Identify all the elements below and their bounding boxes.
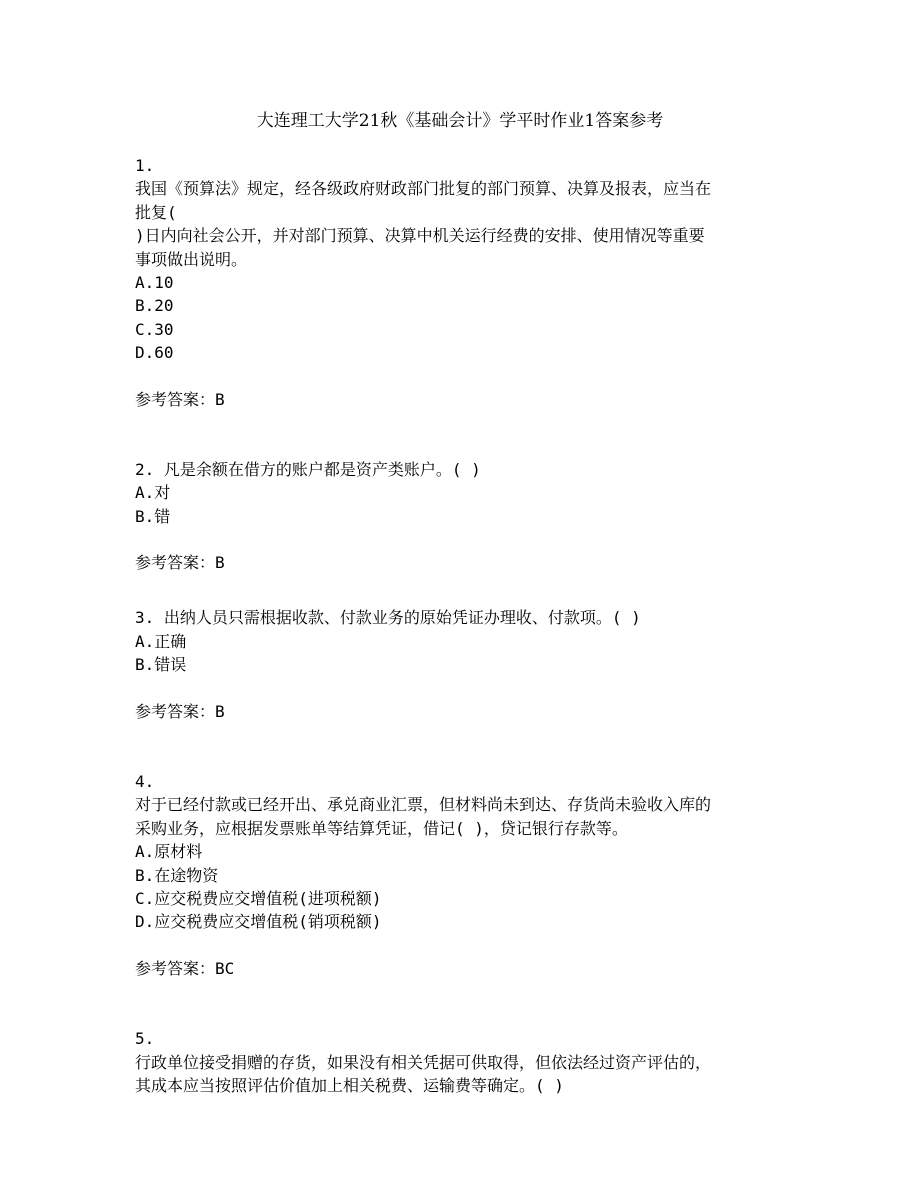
question-4 [135,770,795,980]
reference-answer: 参考答案：B [135,389,225,409]
option-b: B.在途物资 [135,865,219,885]
question-number: 5. [135,1029,155,1049]
question-stem-line: 我国《预算法》规定，经各级政府财政部门批复的部门预算、决算及报表，应当在 [135,179,712,199]
option-c: C.应交税费应交增值税(进项税额) [135,888,382,908]
option-d: D.60 [135,343,174,363]
reference-answer: 参考答案：B [135,701,225,721]
question-1 [135,154,795,411]
question-stem-line: 行政单位接受捐赠的存货，如果没有相关凭据可供取得，但依法经过资产评估的， [135,1052,712,1072]
question-stem-line: )日内向社会公开，并对部门预算、决算中机关运行经费的安排、使用情况等重要 [135,226,705,246]
option-c: C.30 [135,319,174,339]
document-title: 大连理工大学21秋《基础会计》学平时作业1答案参考 [256,111,664,131]
question-5 [135,1027,795,1097]
option-a: A.10 [135,272,174,292]
question-stem-line: 对于已经付款或已经开出、承兑商业汇票，但材料尚未到达、存货尚未验收入库的 [135,795,712,815]
option-a: A.对 [135,483,171,503]
option-a: A.原材料 [135,842,203,862]
question-number: 4. [135,772,155,792]
reference-answer: 参考答案：BC [135,958,235,978]
question-stem-line: 2. 凡是余额在借方的账户都是资产类账户。( ) [135,459,481,479]
question-stem-line: 采购业务，应根据发票账单等结算凭证，借记( )，贷记银行存款等。 [135,818,628,838]
option-b: B.20 [135,296,174,316]
question-list [135,154,795,1097]
option-d: D.应交税费应交增值税(销项税额) [135,912,382,932]
reference-answer: 参考答案：B [135,553,225,573]
question-stem-line: 其成本应当按照评估价值加上相关税费、运输费等确定。( ) [135,1075,564,1095]
question-stem-line: 批复( [135,202,177,222]
question-2 [135,458,795,575]
option-a: A.正确 [135,631,187,651]
question-number: 1. [135,156,155,175]
question-stem-line: 3. 出纳人员只需根据收款、付款业务的原始凭证办理收、付款项。( ) [135,608,641,628]
question-3 [135,606,795,723]
question-stem-line: 事项做出说明。 [135,249,248,269]
option-b: B.错误 [135,655,187,675]
option-b: B.错 [135,506,171,526]
